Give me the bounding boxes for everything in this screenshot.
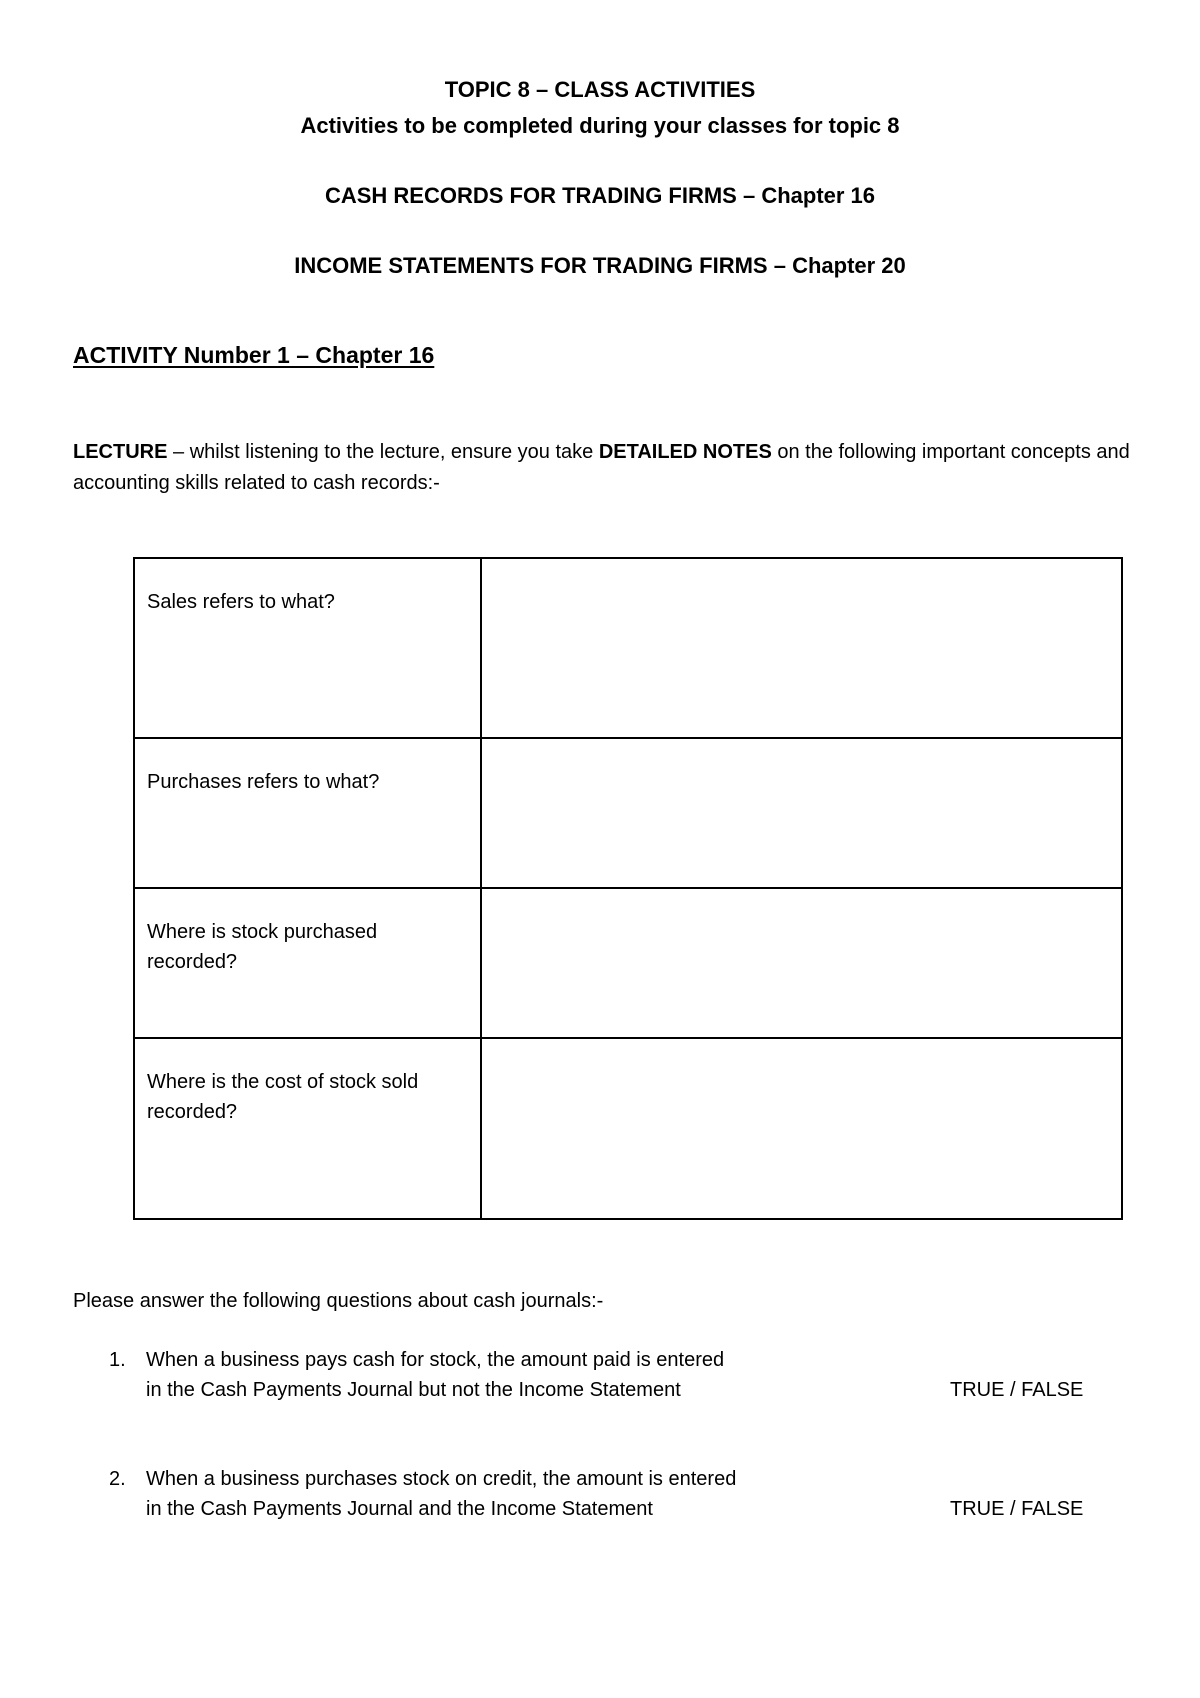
question-text [146,1464,846,1524]
table-row [134,1038,1122,1219]
question-line: in the Cash Payments Journal and the Income Statement [146,1498,653,1520]
question-number: 2. [109,1468,126,1490]
lecture-label: LECTURE [73,441,168,463]
question-line: When a business pays cash for stock, the amount paid is entered [146,1349,725,1371]
table-row [134,738,1122,888]
question-cell: Sales refers to what? [134,558,481,738]
table-row [134,558,1122,738]
question-line: When a business purchases stock on credit, the amount is entered [146,1468,737,1490]
true-false-choice[interactable]: TRUE / FALSE [950,1379,1084,1401]
lecture-text-part1: – whilst listening to the lecture, ensure you take [167,441,599,463]
lecture-instructions [73,437,1133,499]
question-number: 1. [109,1349,126,1371]
activity-heading: ACTIVITY Number 1 – Chapter 16 [73,342,435,368]
question-cell: Where is the cost of stock sold recorded? [134,1038,481,1219]
question-cell: Where is stock purchased recorded? [134,888,481,1038]
page-subtitle: Activities to be completed during your classes for topic 8 [300,113,900,138]
questions-intro: Please answer the following questions about cash journals:- [73,1290,604,1312]
question-line: in the Cash Payments Journal but not the Income Statement [146,1379,681,1401]
answer-cell[interactable] [481,738,1122,888]
section-heading-cash-records: CASH RECORDS FOR TRADING FIRMS – Chapter 16 [324,183,876,208]
question-text [146,1345,846,1405]
page-title: TOPIC 8 – CLASS ACTIVITIES [444,77,756,102]
true-false-choice[interactable]: TRUE / FALSE [950,1498,1084,1520]
answer-cell[interactable] [481,1038,1122,1219]
section-heading-income-statements: INCOME STATEMENTS FOR TRADING FIRMS – Chapter 20 [294,253,906,278]
answer-cell[interactable] [481,558,1122,738]
answer-cell[interactable] [481,888,1122,1038]
notes-table [133,557,1123,1220]
question-cell: Purchases refers to what? [134,738,481,888]
lecture-text-part2: on the following important concepts and accounting skills related to cash records:- [73,441,1130,494]
lecture-emphasis: DETAILED NOTES [598,441,772,463]
table-row [134,888,1122,1038]
